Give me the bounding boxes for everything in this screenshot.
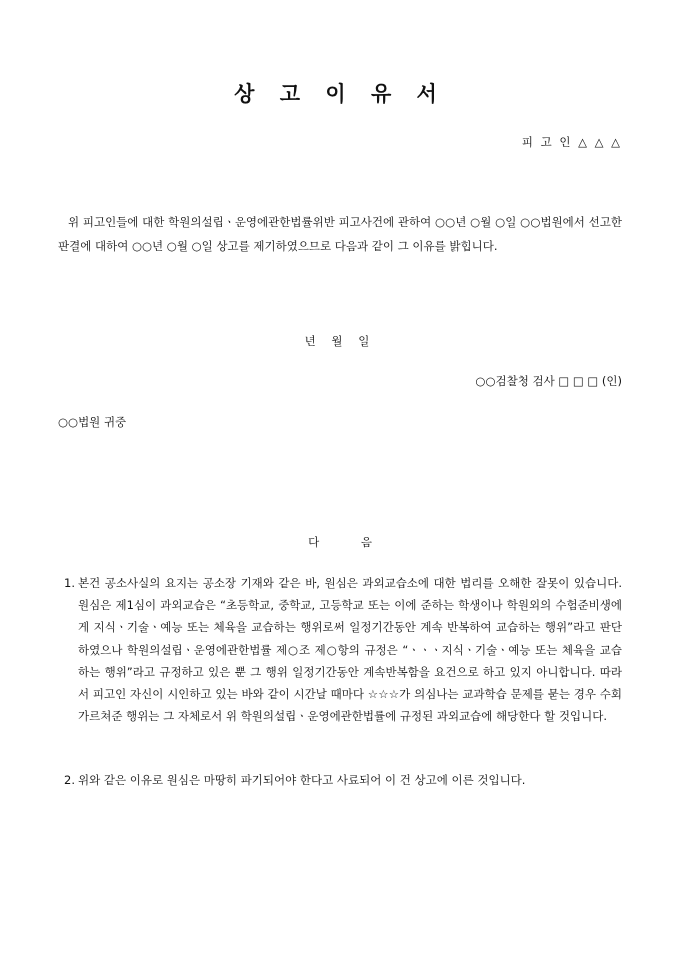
court-addressee: ○○법원 귀중 bbox=[58, 415, 127, 429]
reason-number: 1. bbox=[64, 576, 75, 590]
reason-item bbox=[64, 769, 622, 791]
reason-text: 본건 공소사실의 요지는 공소장 기재와 같은 바, 원심은 과외교습소에 대한 법리를 오해한 잘못이 있습니다. 원심은 제1심이 과외교습은 “초등학교, 중학교, 고등학교 또는 이에 준하는 학생이나 학원외의 수험준비생에게 지식ㆍ기술ㆍ예능 또는 체육을 교습하는 행위로써 일정기간동안 계속 반복하여 교습하는 행위”라고 판단하였으나 학원의설립ㆍ운영에관한법률 제○조 제○항의 규정은 “ㆍㆍㆍ지식ㆍ기술ㆍ예능 또는 체육을 교습하는 행위”라고 규정하고 있은 뿐 그 행위 일정기간동안 계속반복함을 요건으로 하고 있지 아니합니다. 따라서 피고인 자신이 시인하고 있는 바와 같이 시간날 때마다 ☆☆☆가 의심나는 교과학습 문제를 묻는 경우 수회 가르쳐준 행위는 그 자체로서 위 학원의설립ㆍ운영에관한법률에 규정된 과외교습에 해당한다 할 것입니다. bbox=[78, 576, 622, 724]
document-title: 상 고 이 유 서 bbox=[234, 81, 446, 106]
date-line: 년 월 일 bbox=[304, 334, 376, 348]
reasons-list bbox=[64, 572, 622, 792]
defendant-line: 피 고 인 △ △ △ bbox=[521, 135, 622, 149]
reason-item bbox=[64, 572, 622, 727]
reason-text: 위와 같은 이유로 원심은 마땅히 파기되어야 한다고 사료되어 이 건 상고에 이른 것입니다. bbox=[78, 773, 526, 788]
section-heading: 다 음 bbox=[308, 535, 372, 549]
prosecutor-signature: ○○검찰청 검사 □ □ □ (인) bbox=[475, 374, 622, 388]
intro-paragraph: 위 피고인들에 대한 학원의설립ㆍ운영에관한법률위반 피고사건에 관하여 ○○년 ○월 ○일 ○○법원에서 선고한 판결에 대하여 ○○년 ○월 ○일 상고를 제기하였으므로 다음과 같이 그 이유를 밝힙니다. bbox=[58, 215, 622, 253]
reason-number: 2. bbox=[64, 773, 75, 788]
